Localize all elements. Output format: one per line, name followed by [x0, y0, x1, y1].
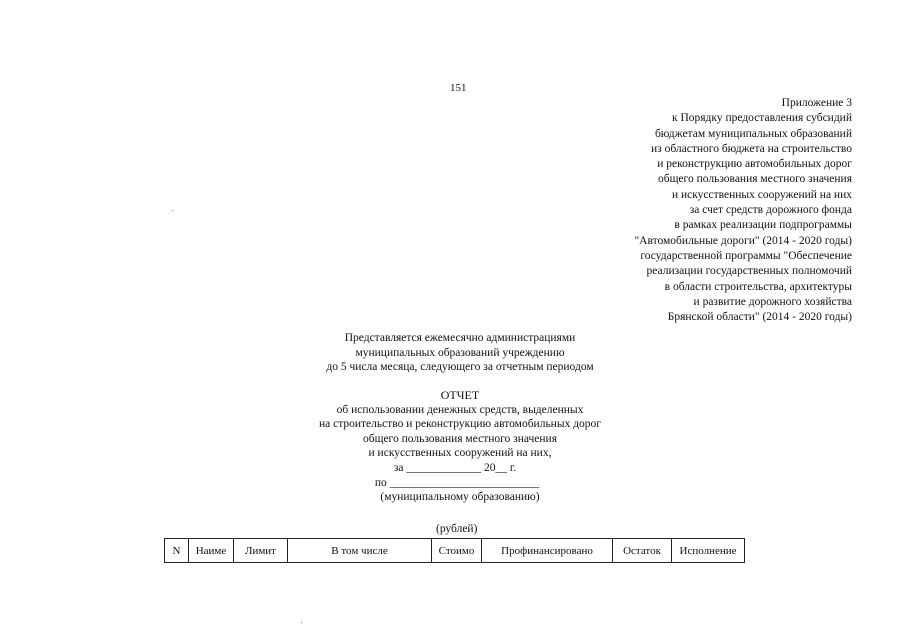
report-subtitle-line: на строительство и реконструкцию автомобильных дорог: [318, 418, 602, 431]
report-recipient-line: по __________________________: [374, 476, 540, 489]
appendix-line: Брянской области" (2014 - 2020 годы): [667, 311, 852, 324]
table-header-financed: Профинансировано: [482, 539, 613, 563]
table-header-name: Наиме: [189, 539, 234, 563]
submission-note: [290, 331, 630, 375]
appendix-line: и реконструкцию автомобильных дорог: [657, 158, 852, 171]
table-header-limit: Лимит: [234, 539, 288, 563]
appendix-line: в области строительства, архитектуры: [664, 280, 852, 293]
appendix-line: и развитие дорожного хозяйства: [693, 295, 852, 308]
submission-note-line: Представляется ежемесячно администрациями: [344, 332, 576, 344]
appendix-line: государственной программы "Обеспечение: [640, 249, 852, 262]
report-subtitle-line: об использовании денежных средств, выделенных: [336, 403, 584, 416]
table-header-cost: Стоимо: [432, 539, 482, 563]
page-number: 151: [450, 82, 467, 94]
appendix-line: бюджетам муниципальных образований: [654, 127, 852, 140]
table-header-execution: Исполнение: [672, 539, 745, 563]
report-table: [164, 538, 745, 563]
report-recipient-caption: (муниципальному образованию): [380, 491, 540, 504]
appendix-header: [562, 96, 852, 325]
report-subtitle-line: и искусственных сооружений на них,: [368, 447, 552, 460]
report-heading: [260, 388, 660, 505]
table-header-row: [165, 539, 745, 563]
table-header-balance: Остаток: [613, 539, 672, 563]
report-subtitle-line: общего пользования местного значения: [362, 432, 558, 445]
appendix-line: Приложение 3: [781, 97, 852, 109]
scan-speck: [172, 210, 173, 211]
table-header-number: N: [165, 539, 189, 563]
currency-units: (рублей): [436, 523, 478, 535]
submission-note-line: муниципальных образований учреждению: [355, 346, 565, 359]
appendix-line: и искусственных сооружений на них: [671, 188, 852, 201]
submission-note-line: до 5 числа месяца, следующего за отчетным периодом: [326, 361, 594, 374]
appendix-line: "Автомобильные дороги" (2014 - 2020 годы): [634, 234, 852, 247]
scan-speck: [301, 622, 302, 623]
report-period-line: за _____________ 20__ г.: [393, 461, 517, 474]
appendix-line: за счет средств дорожного фонда: [689, 204, 852, 217]
appendix-line: из областного бюджета на строительство: [651, 142, 852, 155]
table-header-including: В том числе: [288, 539, 432, 563]
report-title: ОТЧЕТ: [440, 388, 480, 402]
appendix-line: общего пользования местного значения: [657, 173, 852, 186]
appendix-line: к Порядку предоставления субсидий: [672, 112, 852, 125]
appendix-line: реализации государственных полномочий: [646, 265, 852, 278]
appendix-line: в рамках реализации подпрограммы: [674, 219, 852, 232]
